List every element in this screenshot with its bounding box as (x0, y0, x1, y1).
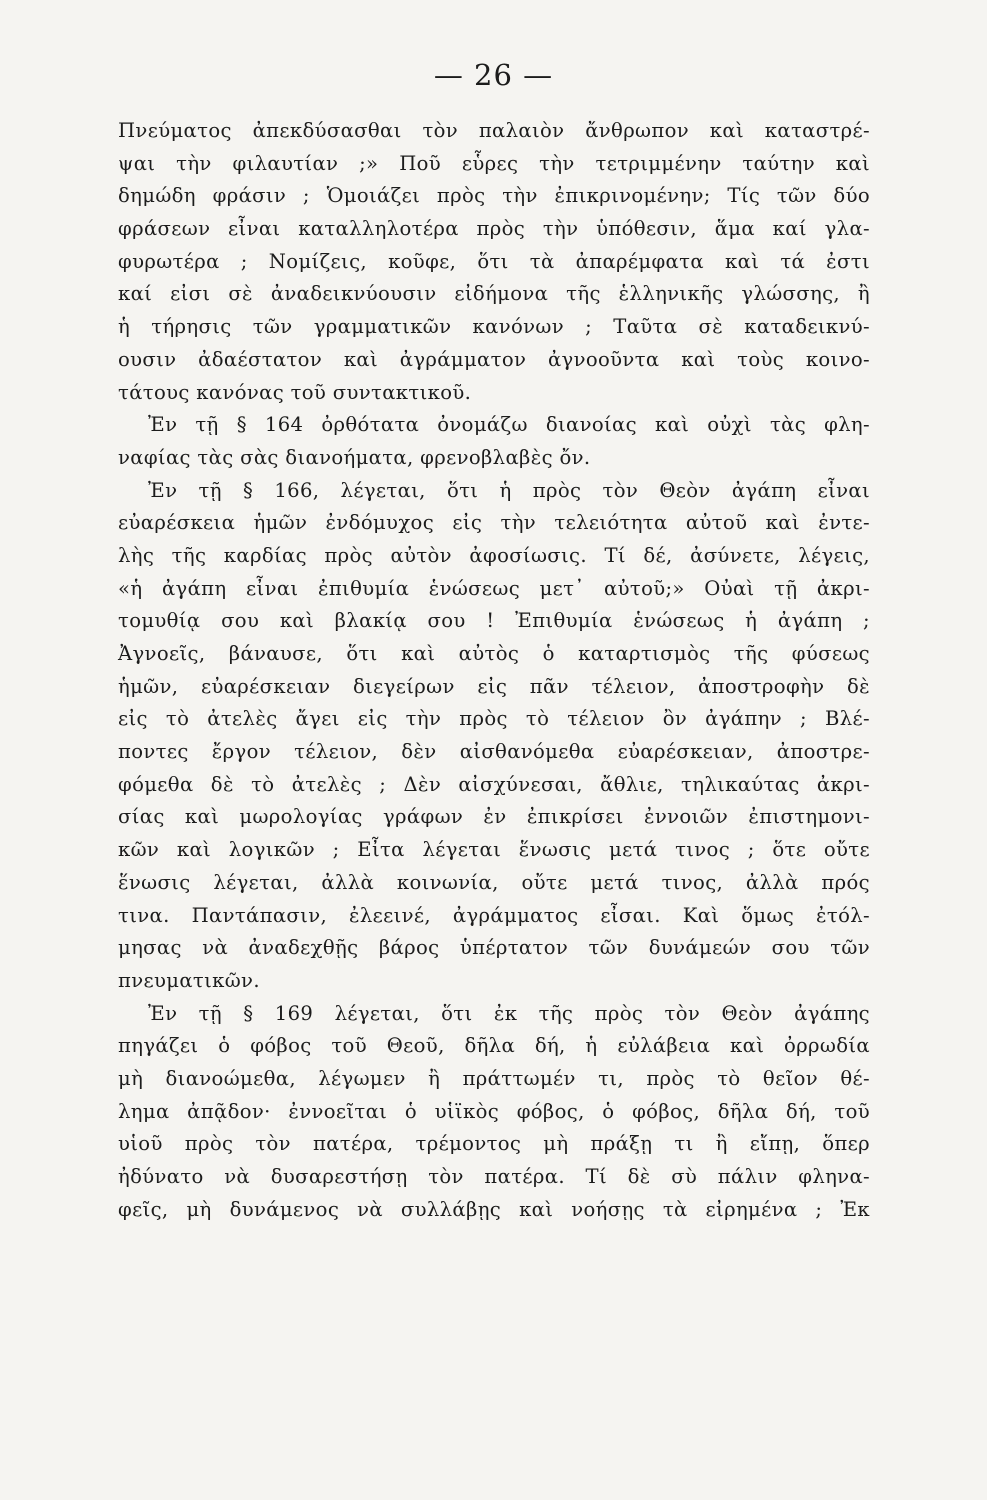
text-line: πνευματικῶν. (118, 968, 260, 992)
text-line: τάτους κανόνας τοῦ συντακτικοῦ. (118, 380, 472, 404)
text-line: ναφίας τὰς σὰς διανοήματα, φρενοβλαβὲς ὄν. (118, 445, 591, 469)
text-line: υἱοῦ πρὸς τὸν πατέρα, τρέμοντος μὴ πράξῃ τι ἢ εἴπῃ, ὅπερ (118, 1132, 870, 1156)
text-line: Ἐν τῇ § 169 λέγεται, ὅτι ἐκ τῆς πρὸς τὸν Θεὸν ἀγάπης (148, 1001, 870, 1025)
text-line: ουσιν ἀδαέστατον καὶ ἀγράμματον ἀγνοοῦντα καὶ τοὺς κοινο- (118, 347, 870, 371)
text-line: ἡμῶν, εὐαρέσκειαν διεγείρων εἰς πᾶν τέλειον, ἀποστροφὴν δὲ (118, 674, 870, 698)
text-line: τινα. Παντάπασιν, ἐλεεινέ, ἀγράμματος εἶσαι. Καὶ ὅμως ἐτόλ- (118, 903, 870, 927)
page-number: — 26 — (433, 58, 554, 92)
text-line: πηγάζει ὁ φόβος τοῦ Θεοῦ, δῆλα δή, ἡ εὐλάβεια καὶ ὀρρωδία (118, 1034, 870, 1058)
text-line: φεῖς, μὴ δυνάμενος νὰ συλλάβῃς καὶ νοήσῃς τὰ εἰρημένα ; Ἐκ (118, 1197, 870, 1221)
text-line: εἰς τὸ ἀτελὲς ἄγει εἰς τὴν πρὸς τὸ τέλειον ὂν ἀγάπην ; Βλέ- (118, 707, 870, 731)
text-line: κῶν καὶ λογικῶν ; Εἶτα λέγεται ἕνωσις μετά τινος ; ὅτε οὔτε (118, 838, 870, 862)
text-line: εὐαρέσκεια ἡμῶν ἐνδόμυχος εἰς τὴν τελειότητα αὐτοῦ καὶ ἐντε- (118, 511, 870, 535)
text-line: ἕνωσις λέγεται, ἀλλὰ κοινωνία, οὔτε μετά τινος, ἀλλὰ πρός (118, 870, 870, 894)
text-line: τομυθίᾳ σου καὶ βλακίᾳ σου ! Ἐπιθυμία ἑνώσεως ἡ ἀγάπη ; (118, 609, 870, 633)
text-line: φυρωτέρα ; Νομίζεις, κοῦφε, ὅτι τὰ ἀπαρέμφατα καὶ τά ἐστι (118, 249, 870, 273)
text-line: «ἡ ἀγάπη εἶναι ἐπιθυμία ἑνώσεως μετ᾽ αὐτοῦ;» Οὐαὶ τῇ ἀκρι- (118, 576, 870, 600)
text-line: λὴς τῆς καρδίας πρὸς αὐτὸν ἀφοσίωσις. Τί δέ, ἀσύνετε, λέγεις, (118, 543, 870, 567)
text-line: ποντες ἔργον τέλειον, δὲν αἰσθανόμεθα εὐαρέσκειαν, ἀποστρε- (118, 740, 870, 764)
text-line: Πνεύματος ἀπεκδύσασθαι τὸν παλαιὸν ἄνθρωπον καὶ καταστρέ- (118, 119, 870, 142)
text-line: ἠδύνατο νὰ δυσαρεστήσῃ τὸν πατέρα. Τί δὲ σὺ πάλιν φληνα- (118, 1165, 870, 1188)
text-line: ἡ τήρησις τῶν γραμματικῶν κανόνων ; Ταῦτα σὲ καταδεικνύ- (118, 315, 870, 339)
text-line: λημα ἀπᾷδον· ἐννοεῖται ὁ υἱϊκὸς φόβος, ὁ φόβος, δῆλα δή, τοῦ (118, 1099, 870, 1123)
body-text (118, 115, 870, 1226)
text-line: σίας καὶ μωρολογίας γράφων ἐν ἐπικρίσει ἐννοιῶν ἐπιστημονι- (118, 805, 870, 829)
text-line: Ἐν τῇ § 164 ὀρθότατα ὀνομάζω διανοίας καὶ οὐχὶ τὰς φλη- (148, 413, 870, 437)
text-line: Ἀγνοεῖς, βάναυσε, ὅτι καὶ αὐτὸς ὁ καταρτισμὸς τῆς φύσεως (118, 642, 870, 665)
text-line: φράσεων εἶναι καταλληλοτέρα πρὸς τὴν ὑπόθεσιν, ἅμα καί γλα- (118, 217, 870, 241)
text-line: Ἐν τῇ § 166, λέγεται, ὅτι ἡ πρὸς τὸν Θεὸν ἀγάπη εἶναι (148, 478, 870, 502)
text-line: μὴ διανοώμεθα, λέγωμεν ἢ πράττωμέν τι, πρὸς τὸ θεῖον θέ- (118, 1066, 870, 1090)
text-line: δημώδη φράσιν ; Ὁμοιάζει πρὸς τὴν ἐπικρινομένην; Τίς τῶν δύο (118, 184, 870, 208)
text-line: φόμεθα δὲ τὸ ἀτελὲς ; Δὲν αἰσχύνεσαι, ἄθλιε, τηλικαύτας ἀκρι- (118, 772, 870, 796)
text-line: μησας νὰ ἀναδεχθῇς βάρος ὑπέρτατον τῶν δυνάμεών σου τῶν (118, 936, 870, 960)
text-line: ψαι τὴν φιλαυτίαν ;» Ποῦ εὗρες τὴν τετριμμένην ταύτην καὶ (118, 151, 870, 175)
text-line: καί εἰσι σὲ ἀναδεικνύουσιν εἰδήμονα τῆς ἑλληνικῆς γλώσσης, ἢ (118, 282, 870, 306)
